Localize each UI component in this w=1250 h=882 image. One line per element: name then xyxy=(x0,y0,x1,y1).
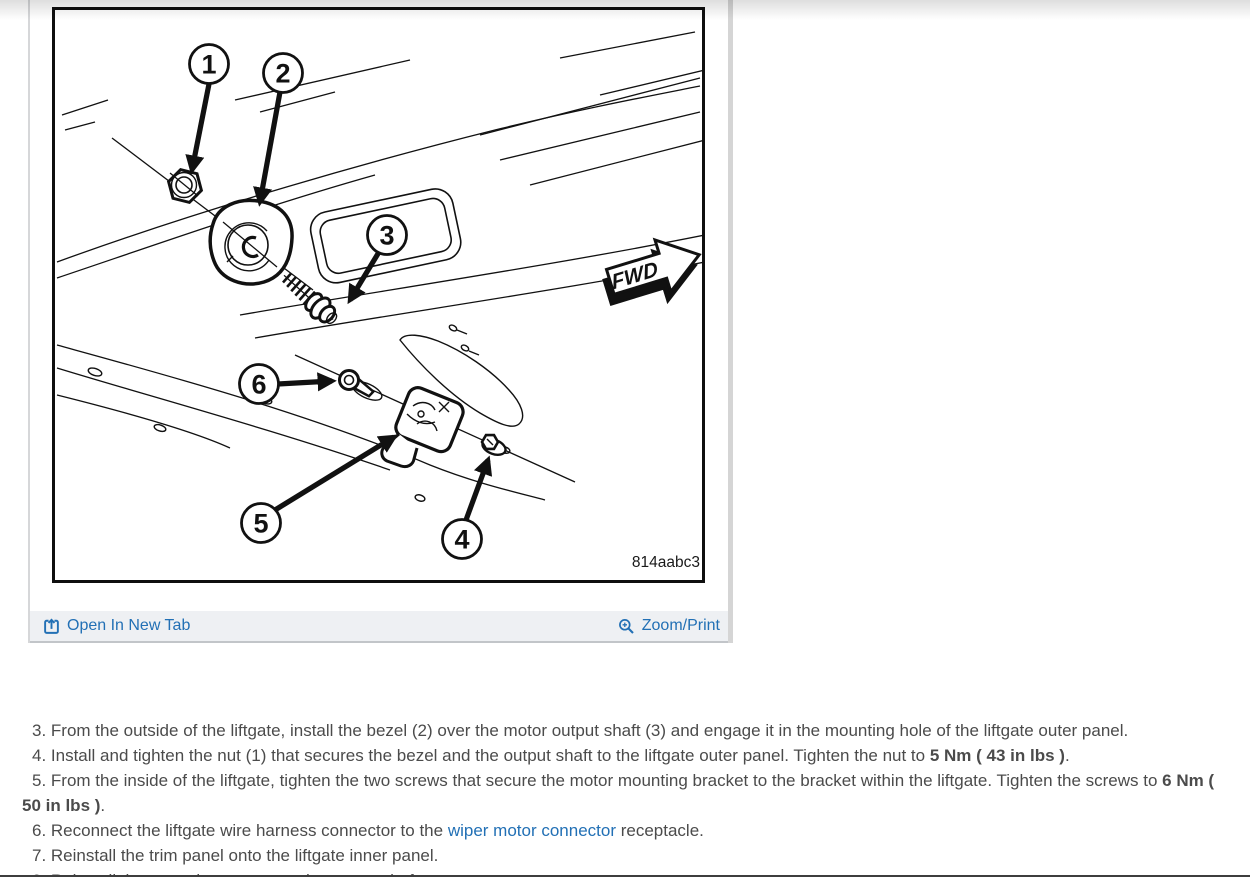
step-text: Reconnect the liftgate wire harness connector to the xyxy=(50,821,448,840)
step-text: 6 Nm ( 50 in lbs ) xyxy=(22,771,1215,815)
open-in-new-tab-link[interactable] xyxy=(43,617,190,635)
step-text: Reinstall the trim panel onto the liftgate inner panel. xyxy=(50,846,439,865)
zoom-plus-icon xyxy=(618,618,635,635)
bottom-divider xyxy=(0,875,1250,877)
figure-diagram xyxy=(52,7,705,583)
step xyxy=(22,718,1234,743)
step-text: . xyxy=(1064,746,1070,765)
step-text: receptacle. xyxy=(616,821,704,840)
callout-2 xyxy=(264,54,303,93)
open-in-new-tab-label: Open In New Tab xyxy=(67,617,191,634)
callout-1 xyxy=(190,45,229,84)
step-number: 3. xyxy=(32,721,51,740)
fwd-arrow xyxy=(597,229,702,318)
svg-text:2: 2 xyxy=(275,58,291,89)
step xyxy=(22,843,1234,868)
liftgate-panel-lines xyxy=(57,32,702,502)
zoom-print-link[interactable] xyxy=(618,617,720,635)
screw-4-part xyxy=(480,435,507,458)
step-text: 5 Nm ( 43 in lbs ) xyxy=(929,746,1065,765)
svg-text:3: 3 xyxy=(379,220,395,251)
callout-6 xyxy=(240,365,279,404)
step-text: From the inside of the liftgate, tighten the two screws that secure the motor mounting bracket to the bracket within the liftgate. Tighten the screws to xyxy=(50,771,1163,790)
bottom-mask xyxy=(0,877,1250,882)
svg-text:FWD: FWD xyxy=(610,257,660,295)
callout-4 xyxy=(443,520,482,559)
svg-text:1: 1 xyxy=(201,49,217,80)
figure-code: 814aabc3 xyxy=(631,554,700,571)
zoom-print-label: Zoom/Print xyxy=(641,617,720,634)
instruction-steps xyxy=(22,718,1234,882)
bezel-part xyxy=(210,200,292,284)
svg-text:6: 6 xyxy=(251,369,267,400)
mounting-bracket-part xyxy=(382,385,466,467)
figure-viewer-panel xyxy=(30,0,733,643)
step xyxy=(22,768,1234,818)
step-text: . xyxy=(100,796,106,815)
svg-text:5: 5 xyxy=(253,508,269,539)
liftgate-wiper-diagram xyxy=(55,10,702,580)
step-text: From the outside of the liftgate, install the bezel (2) over the motor output shaft (3) and engage it in the mounting hole of the liftgate outer panel. xyxy=(50,721,1129,740)
step xyxy=(22,743,1234,768)
wiper-motor-connector-link[interactable]: wiper motor connector xyxy=(447,821,616,840)
step-number: 4. xyxy=(32,746,51,765)
screw-6-part xyxy=(340,371,385,404)
step-text: Install and tighten the nut (1) that secures the bezel and the output shaft to the liftgate outer panel. Tighten the nut to xyxy=(50,746,930,765)
output-shaft-part xyxy=(276,266,343,329)
svg-text:4: 4 xyxy=(454,524,470,555)
callout-5 xyxy=(242,504,281,543)
step-number: 5. xyxy=(32,771,51,790)
nut-part xyxy=(169,170,202,203)
step xyxy=(22,818,1234,843)
viewer-toolbar xyxy=(30,611,733,643)
callout-arrows xyxy=(192,84,488,520)
step-number: 6. xyxy=(32,821,51,840)
callout-3 xyxy=(368,216,407,255)
open-in-new-tab-icon xyxy=(43,618,60,635)
panel-right-strip xyxy=(728,0,733,643)
step-number: 7. xyxy=(32,846,51,865)
